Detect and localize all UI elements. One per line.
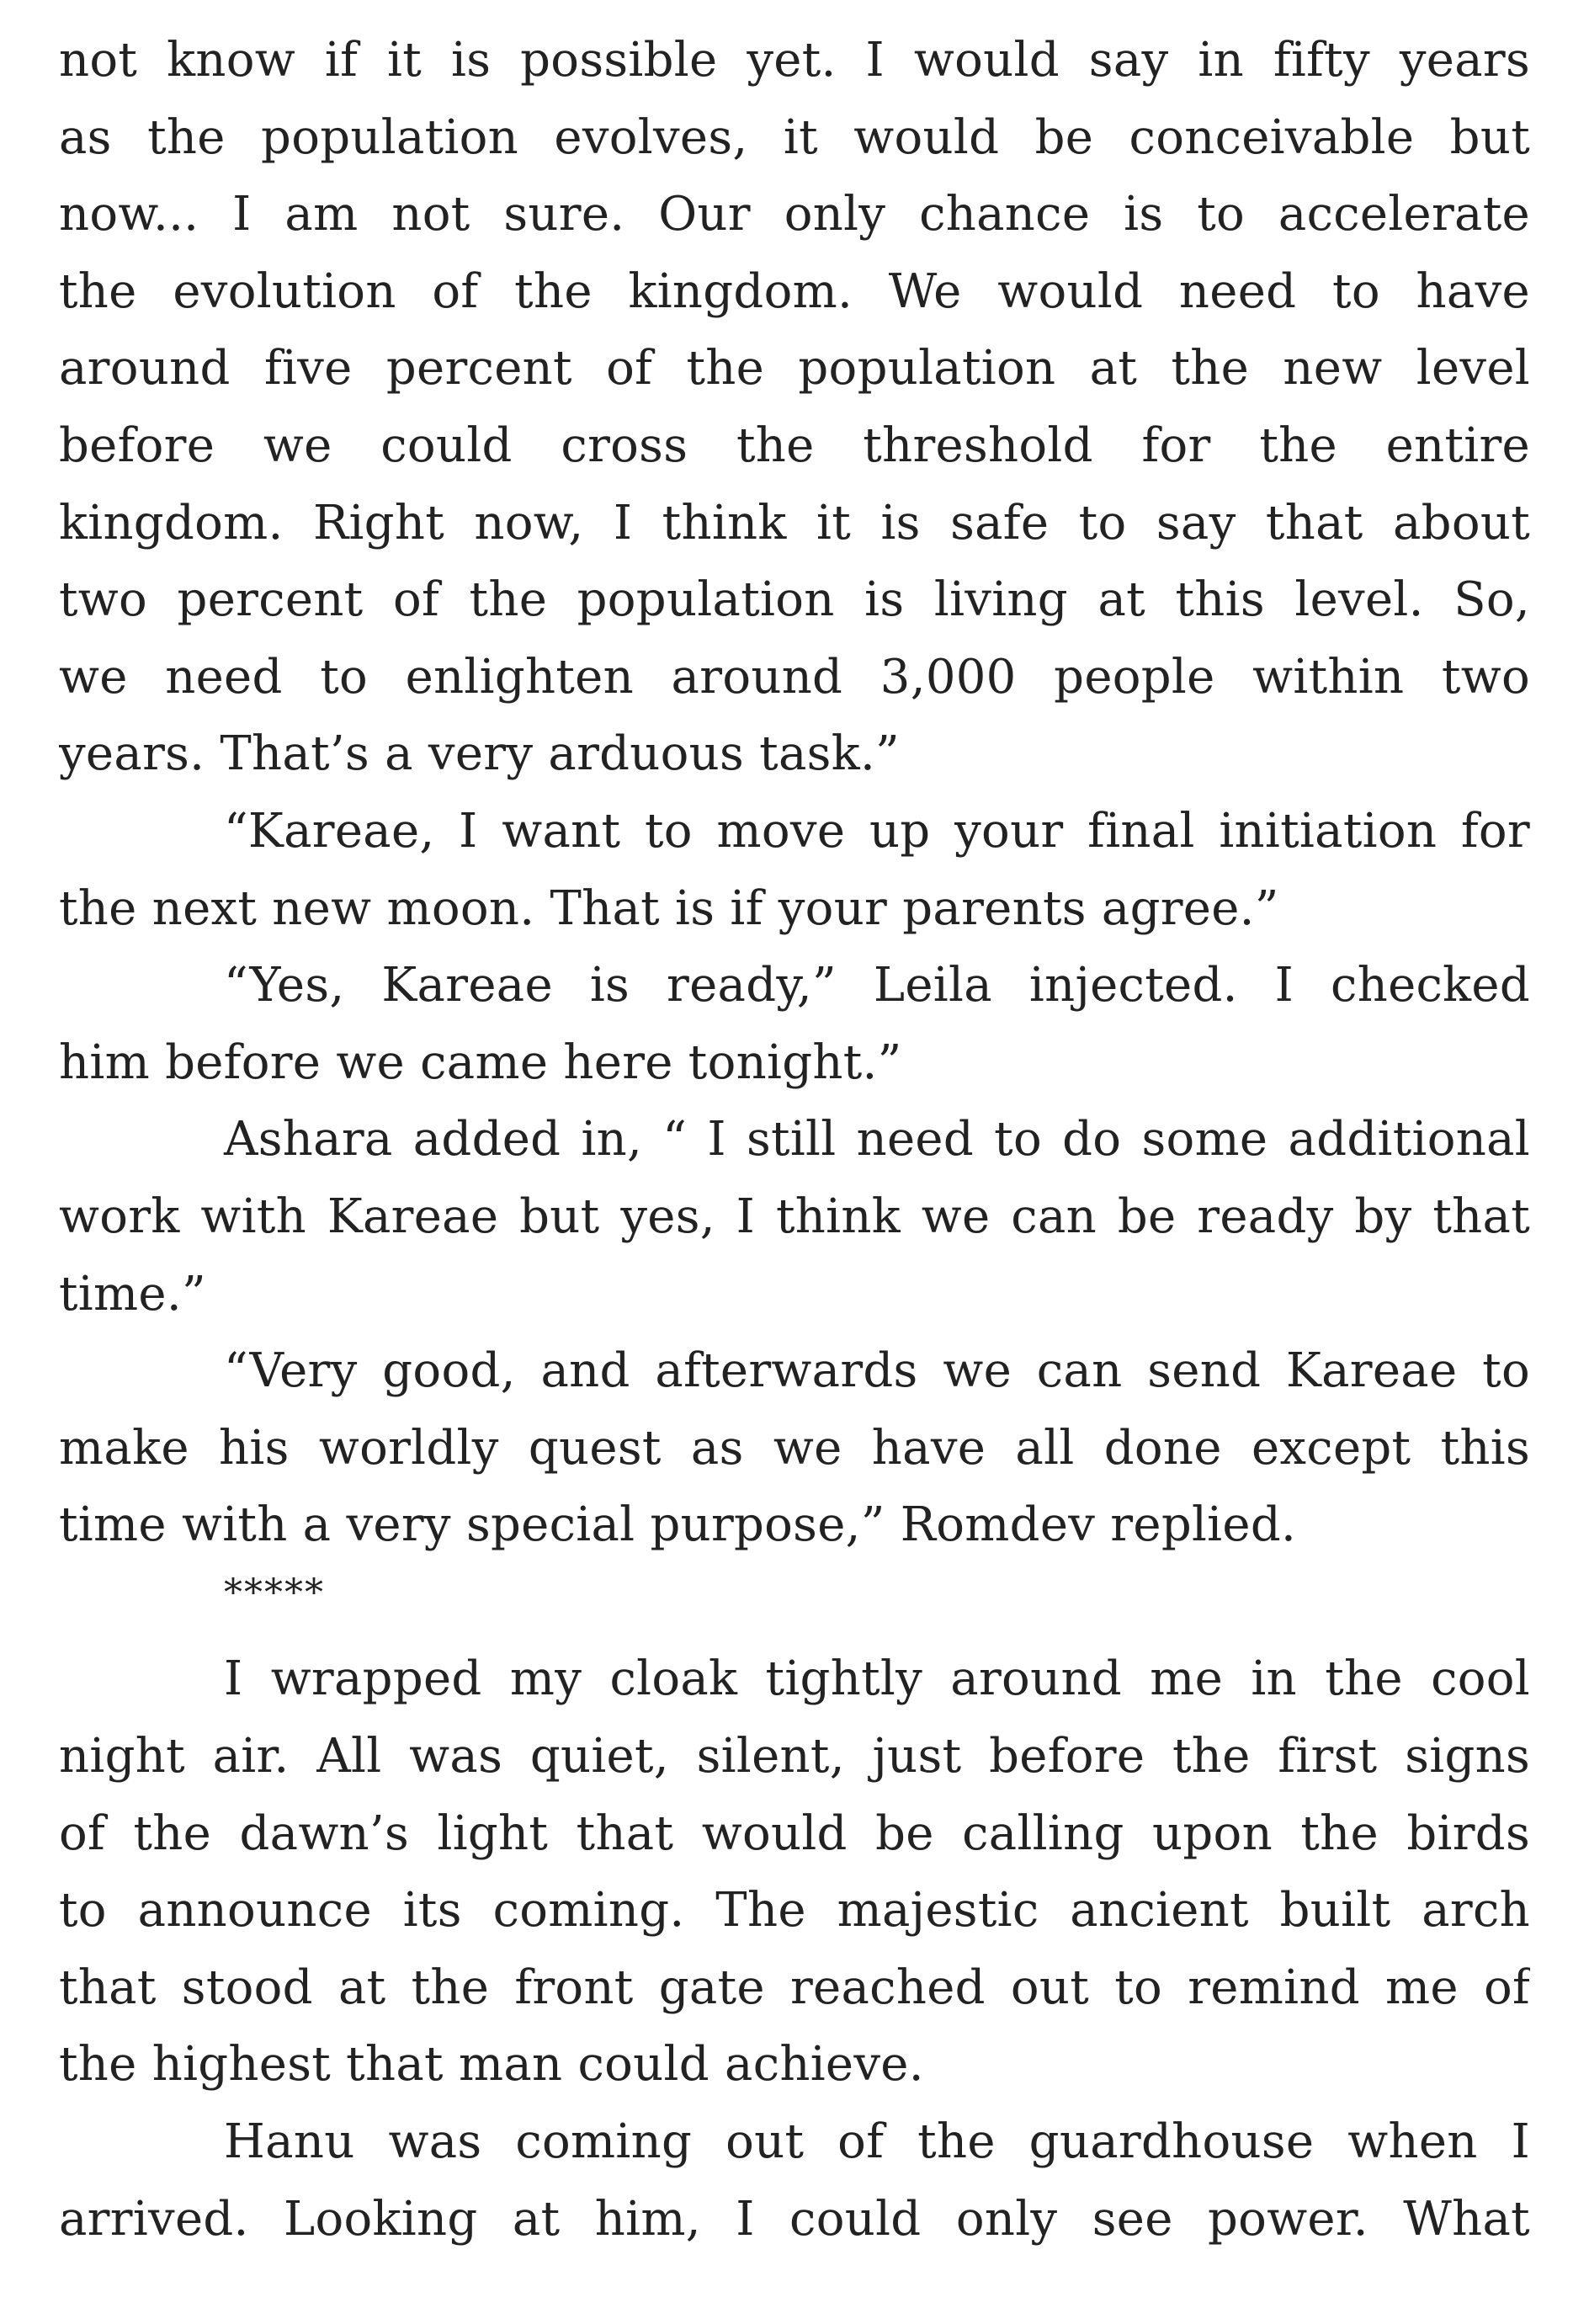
text-line: two percent of the population is living at this level. So, [59,572,1530,628]
text-line: years. That’s a very arduous task.” [59,726,900,782]
text-line: the next new moon. That is if your parents agree.” [59,880,1279,936]
text-line: time.” [59,1266,206,1322]
text-line: we need to enlighten around 3,000 people within two [59,649,1530,705]
text-line: arrived. Looking at him, I could only see power. What [59,2191,1530,2247]
text-line: “Yes, Kareae is ready,” Leila injected. I checked [224,958,1530,1013]
text-block-after [59,1641,1530,2258]
text-line: now... I am not sure. Our only chance is to accelerate [59,187,1530,242]
text-line: to announce its coming. The majestic ancient built arch [59,1883,1530,1938]
section-separator: ***** [224,1571,325,1614]
text-line: before we could cross the threshold for the entire [59,417,1530,473]
text-line: “Kareae, I want to move up your final initiation for [224,803,1530,859]
text-line: night air. All was quiet, silent, just before the first signs [59,1729,1530,1784]
text-line: “Very good, and afterwards we can send Kareae to [224,1343,1530,1399]
text-line: Hanu was coming out of the guardhouse when I [224,2114,1530,2170]
text-line: make his worldly quest as we have all done except this [59,1420,1530,1476]
text-line: time with a very special purpose,” Romdev replied. [59,1497,1297,1553]
text-line: kingdom. Right now, I think it is safe to say that about [59,495,1530,550]
text-line: not know if it is possible yet. I would say in fifty years [59,33,1530,88]
text-line: the evolution of the kingdom. We would need to have [59,263,1530,319]
text-line: that stood at the front gate reached out to remind me of [59,1960,1530,2015]
text-line: I wrapped my cloak tightly around me in the cool [224,1651,1530,1707]
text-line: the highest that man could achieve. [59,2037,924,2093]
text-line: him before we came here tonight.” [59,1034,902,1090]
text-line: of the dawn’s light that would be calling upon the birds [59,1805,1530,1861]
text-line: around five percent of the population at the new level [59,341,1530,396]
page-text [59,22,1530,2258]
text-block-before [59,22,1530,1564]
text-line: as the population evolves, it would be conceivable but [59,109,1530,165]
text-line: Ashara added in, “ I still need to do some additional [224,1112,1530,1167]
text-line: work with Kareae but yes, I think we can be ready by that [59,1189,1530,1244]
